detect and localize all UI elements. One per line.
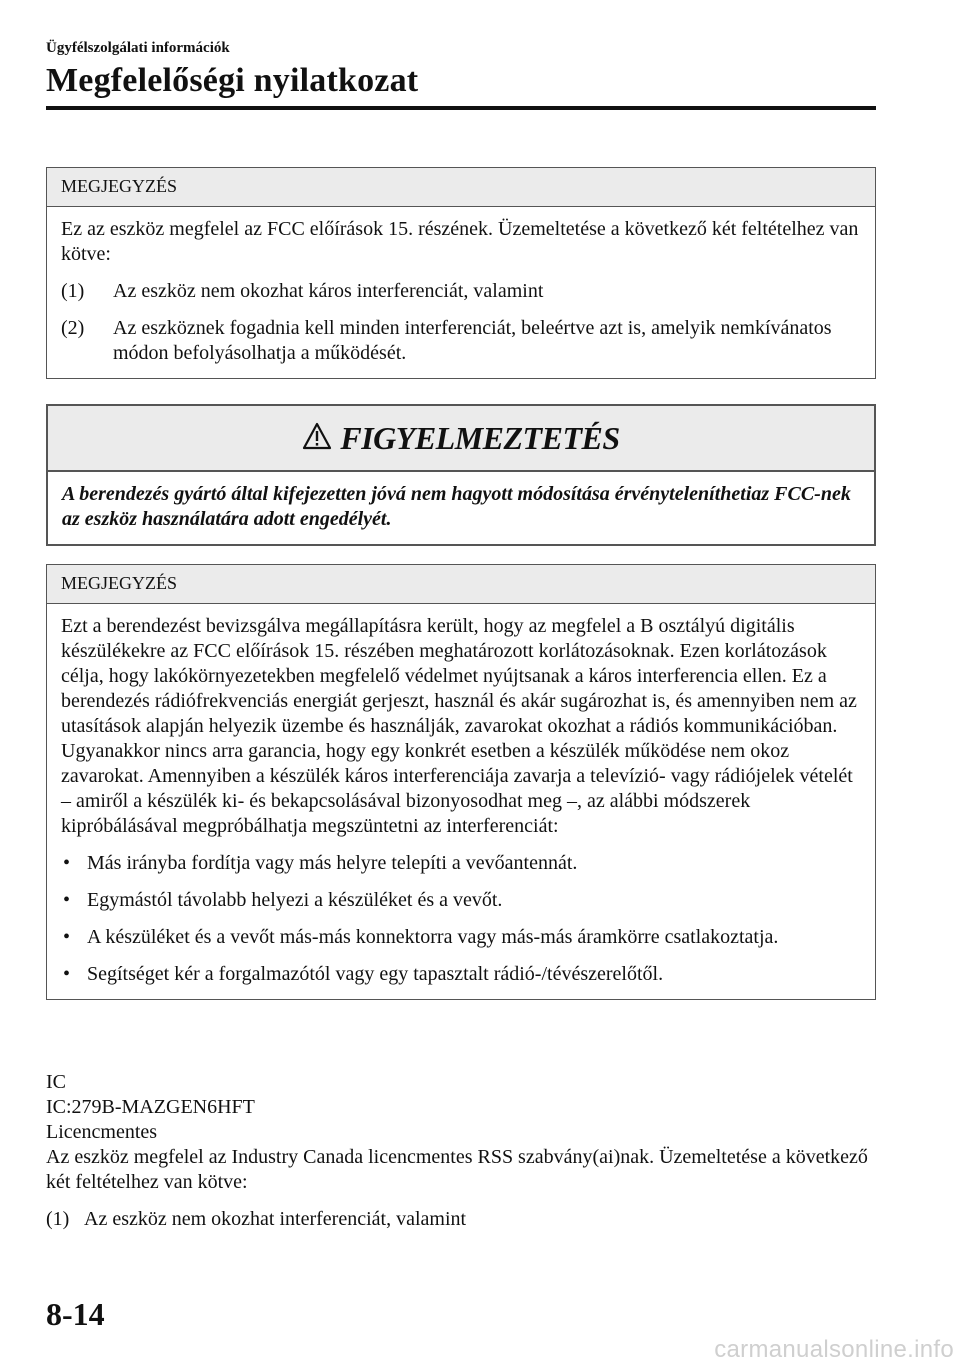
list-item bbox=[61, 888, 861, 913]
bullet-icon: • bbox=[63, 852, 71, 874]
list-item-text: Egymástól távolabb helyezi a készüléket és a vevőt. bbox=[87, 889, 503, 911]
item-number: (1) bbox=[61, 280, 85, 302]
ic-section bbox=[46, 1070, 876, 1232]
ic-id: IC:279B-MAZGEN6HFT bbox=[46, 1096, 255, 1118]
ic-heading: IC bbox=[46, 1071, 66, 1093]
note-box-fcc bbox=[46, 167, 876, 379]
warning-header bbox=[48, 406, 874, 472]
bullet-icon: • bbox=[63, 963, 71, 985]
note-intro: Ez az eszköz megfelel az FCC előírások 15. részének. Üzemeltetése a következő két feltételhez van kötve: bbox=[61, 218, 859, 265]
item-text: Az eszköz nem okozhat káros interferenciát, valamint bbox=[113, 280, 544, 302]
note-body bbox=[47, 207, 875, 378]
item-number: (1) bbox=[46, 1208, 70, 1230]
warning-triangle-icon bbox=[302, 422, 332, 455]
note-item-1 bbox=[61, 279, 861, 304]
page-title: Megfelelőségi nyilatkozat bbox=[46, 62, 419, 99]
item-number: (2) bbox=[61, 317, 85, 339]
note-heading: MEGJEGYZÉS bbox=[47, 168, 875, 207]
list-item-text: Segítséget kér a forgalmazótól vagy egy tapasztalt rádió-/tévészerelőtől. bbox=[87, 963, 664, 985]
ic-license: Licencmentes bbox=[46, 1121, 158, 1143]
bullet-icon: • bbox=[63, 926, 71, 948]
list-item bbox=[61, 962, 861, 987]
ic-text: Az eszköz megfelel az Industry Canada licencmentes RSS szabvány(ai)nak. Üzemeltetése a következő két feltételhez van kötve: bbox=[46, 1146, 868, 1193]
page-number: 8-14 bbox=[46, 1296, 105, 1332]
section-label: Ügyfélszolgálati információk bbox=[46, 40, 230, 56]
list-item bbox=[61, 925, 861, 950]
note-paragraph: Ezt a berendezést bevizsgálva megállapításra került, hogy az megfelel a B osztályú digitális készülékekre az FCC előírások 15. részében meghatározott korlátozásoknak. Ezen korlátozások célja, hogy lakókörnyezetekben megfelelő védelmet nyújtsanak a káros interferencia ellen. Ez a berendezés rádiófrekvenciás energiát gerjeszt, használ és akár sugározhat is, és amennyiben nem az utasítások alapján helyezik üzembe és használják, zavarokat okozhat a rádiós kommunikációban. Ugyanakkor nincs arra garancia, hogy egy konkrét esetben a készülék működése nem okoz zavarokat. Amennyiben a készülék káros interferenciája zavarja a televízió- vagy rádiójelek vételét – amiről a készülék ki- és bekapcsolásával bizonyosodhat meg –, az alábbi módszerek kipróbálásával megpróbálhatja megszüntetni az interferenciát: bbox=[61, 615, 857, 837]
watermark: carmanualsonline.info bbox=[714, 1336, 954, 1363]
warning-title: FIGYELMEZTETÉS bbox=[340, 419, 620, 456]
warning-text: A berendezés gyártó által kifejezetten jóvá nem hagyott módosítása érvényteleníthetiaz FCC-nek az eszköz használatára adott engedélyét. bbox=[62, 483, 851, 530]
list-item-text: Más irányba fordítja vagy más helyre telepíti a vevőantennát. bbox=[87, 852, 578, 874]
list-item-text: A készüléket és a vevőt más-más konnektorra vagy más-más áramkörre csatlakoztatja. bbox=[87, 926, 779, 948]
note-item-2 bbox=[61, 316, 861, 366]
item-text: Az eszköz nem okozhat interferenciát, valamint bbox=[84, 1208, 467, 1230]
ic-item-1 bbox=[46, 1207, 876, 1232]
note-body bbox=[47, 604, 875, 999]
note-heading: MEGJEGYZÉS bbox=[47, 565, 875, 604]
warning-box bbox=[46, 404, 876, 546]
list-item bbox=[61, 851, 861, 876]
header-divider bbox=[46, 106, 876, 110]
bullet-icon: • bbox=[63, 889, 71, 911]
note-box-class-b bbox=[46, 564, 876, 1000]
item-text: Az eszköznek fogadnia kell minden interferenciát, beleértve azt is, amelyik nemkívánatos módon befolyásolhatja a működését. bbox=[113, 317, 832, 364]
